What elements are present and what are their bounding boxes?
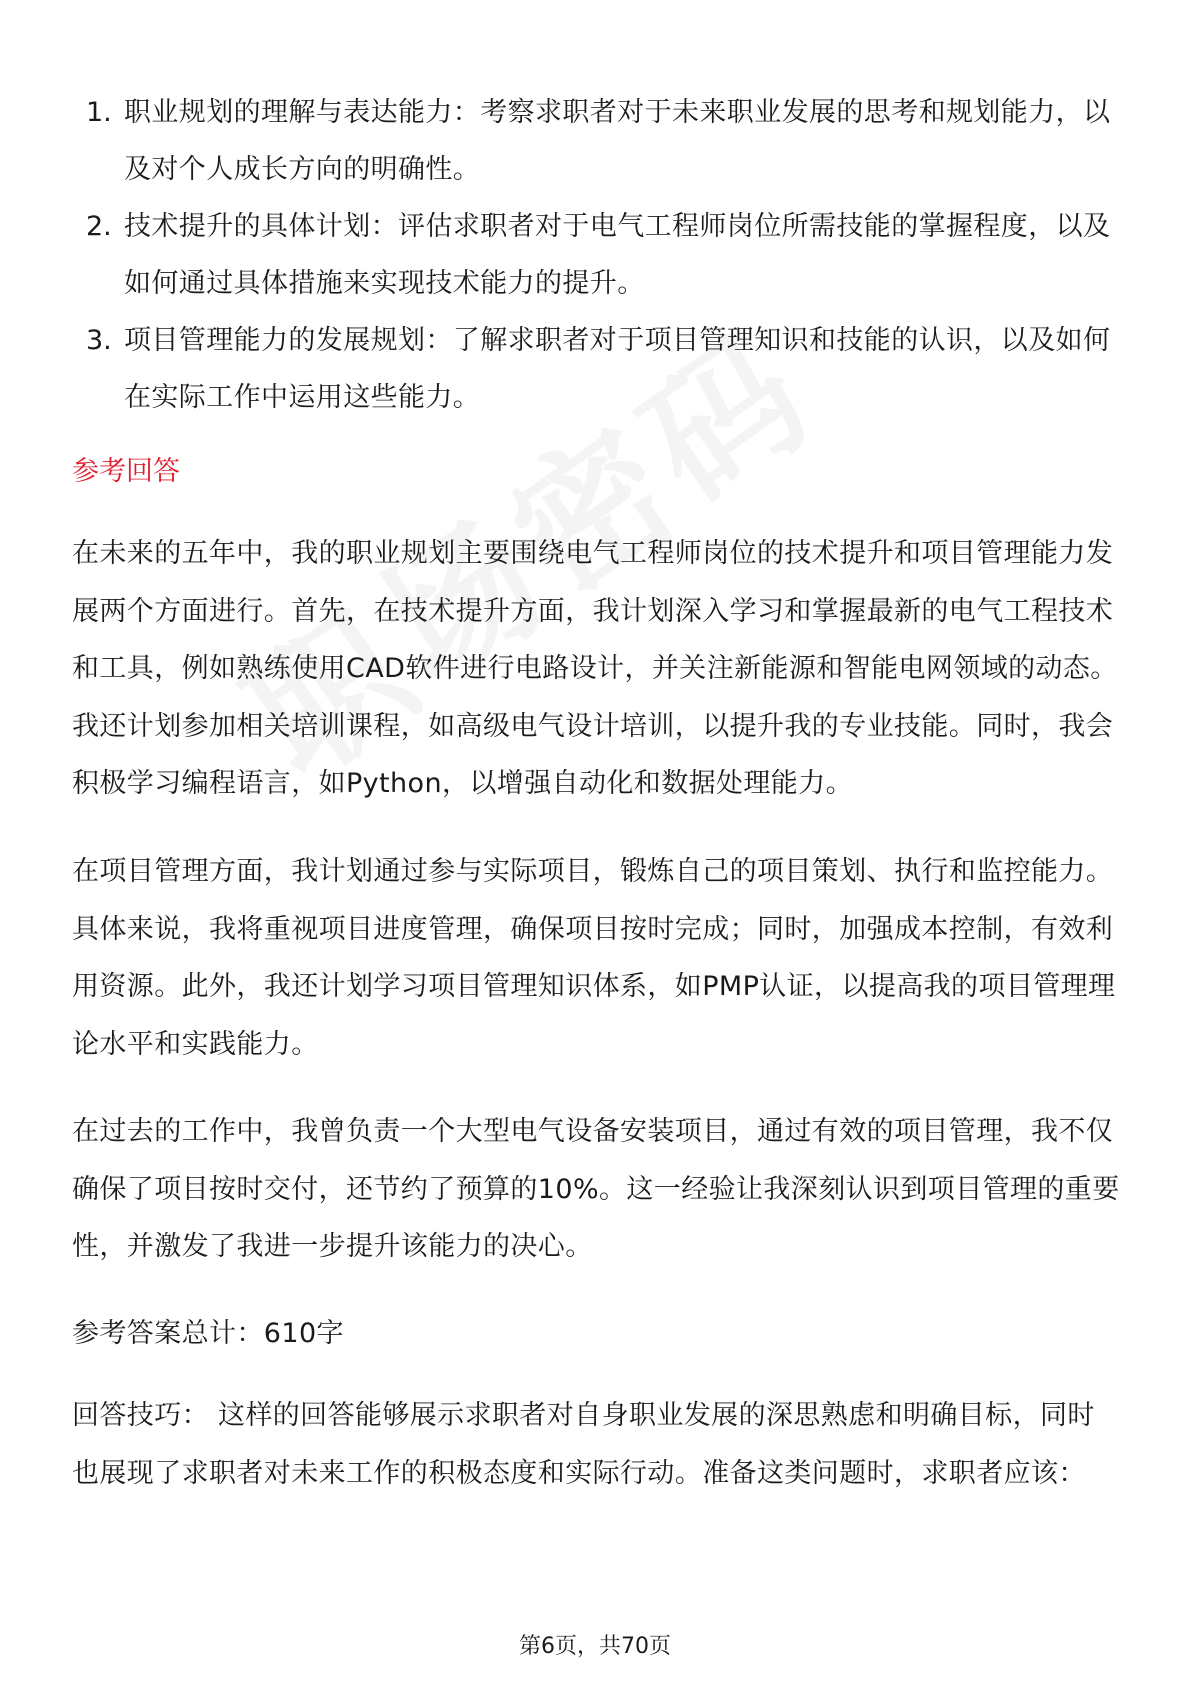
list-item-number: 3. — [86, 325, 112, 356]
list-item-text: 职业规划的理解与表达能力：考察求职者对于未来职业发展的思考和规划能力，以及对个人成长方向的明确性。 — [124, 97, 1111, 185]
answer-tips: 回答技巧： 这样的回答能够展示求职者对自身职业发展的深思熟虑和明确目标，同时也展现了求职者对未来工作的积极态度和实际行动。准备这类问题时，求职者应该： — [72, 1400, 1095, 1489]
list-item-number: 2. — [86, 211, 112, 242]
answer-paragraph: 在过去的工作中，我曾负责一个大型电气设备安装项目，通过有效的项目管理，我不仅确保了项目按时交付，还节约了预算的10%。这一经验让我深刻认识到项目管理的重要性，并激发了我进一步提升该能力的决心。 — [72, 1116, 1120, 1262]
word-count: 参考答案总计：610字 — [72, 1318, 344, 1349]
page-number: 第6页，共70页 — [519, 1634, 671, 1659]
answer-paragraph: 在项目管理方面，我计划通过参与实际项目，锻炼自己的项目策划、执行和监控能力。具体来说，我将重视项目进度管理，确保项目按时完成；同时，加强成本控制，有效利用资源。此外，我还计划学习项目管理知识体系，如PMP认证，以提高我的项目管理理论水平和实践能力。 — [72, 856, 1116, 1060]
list-item — [0, 198, 1190, 312]
list-item — [0, 84, 1190, 198]
list-item-number: 1. — [86, 97, 112, 128]
numbered-list — [0, 84, 1190, 426]
answer-paragraph: 在未来的五年中，我的职业规划主要围绕电气工程师岗位的技术提升和项目管理能力发展两个方面进行。首先，在技术提升方面，我计划深入学习和掌握最新的电气工程技术和工具，例如熟练使用CAD软件进行电路设计，并关注新能源和智能电网领域的动态。我还计划参加相关培训课程，如高级电气设计培训，以提升我的专业技能。同时，我会积极学习编程语言，如Python，以增强自动化和数据处理能力。 — [72, 538, 1118, 799]
list-item-text: 技术提升的具体计划：评估求职者对于电气工程师岗位所需技能的掌握程度，以及如何通过具体措施来实现技术能力的提升。 — [124, 211, 1111, 299]
section-heading: 参考回答 — [72, 456, 180, 487]
list-item — [0, 312, 1190, 426]
list-item-text: 项目管理能力的发展规划：了解求职者对于项目管理知识和技能的认识，以及如何在实际工作中运用这些能力。 — [124, 325, 1111, 413]
